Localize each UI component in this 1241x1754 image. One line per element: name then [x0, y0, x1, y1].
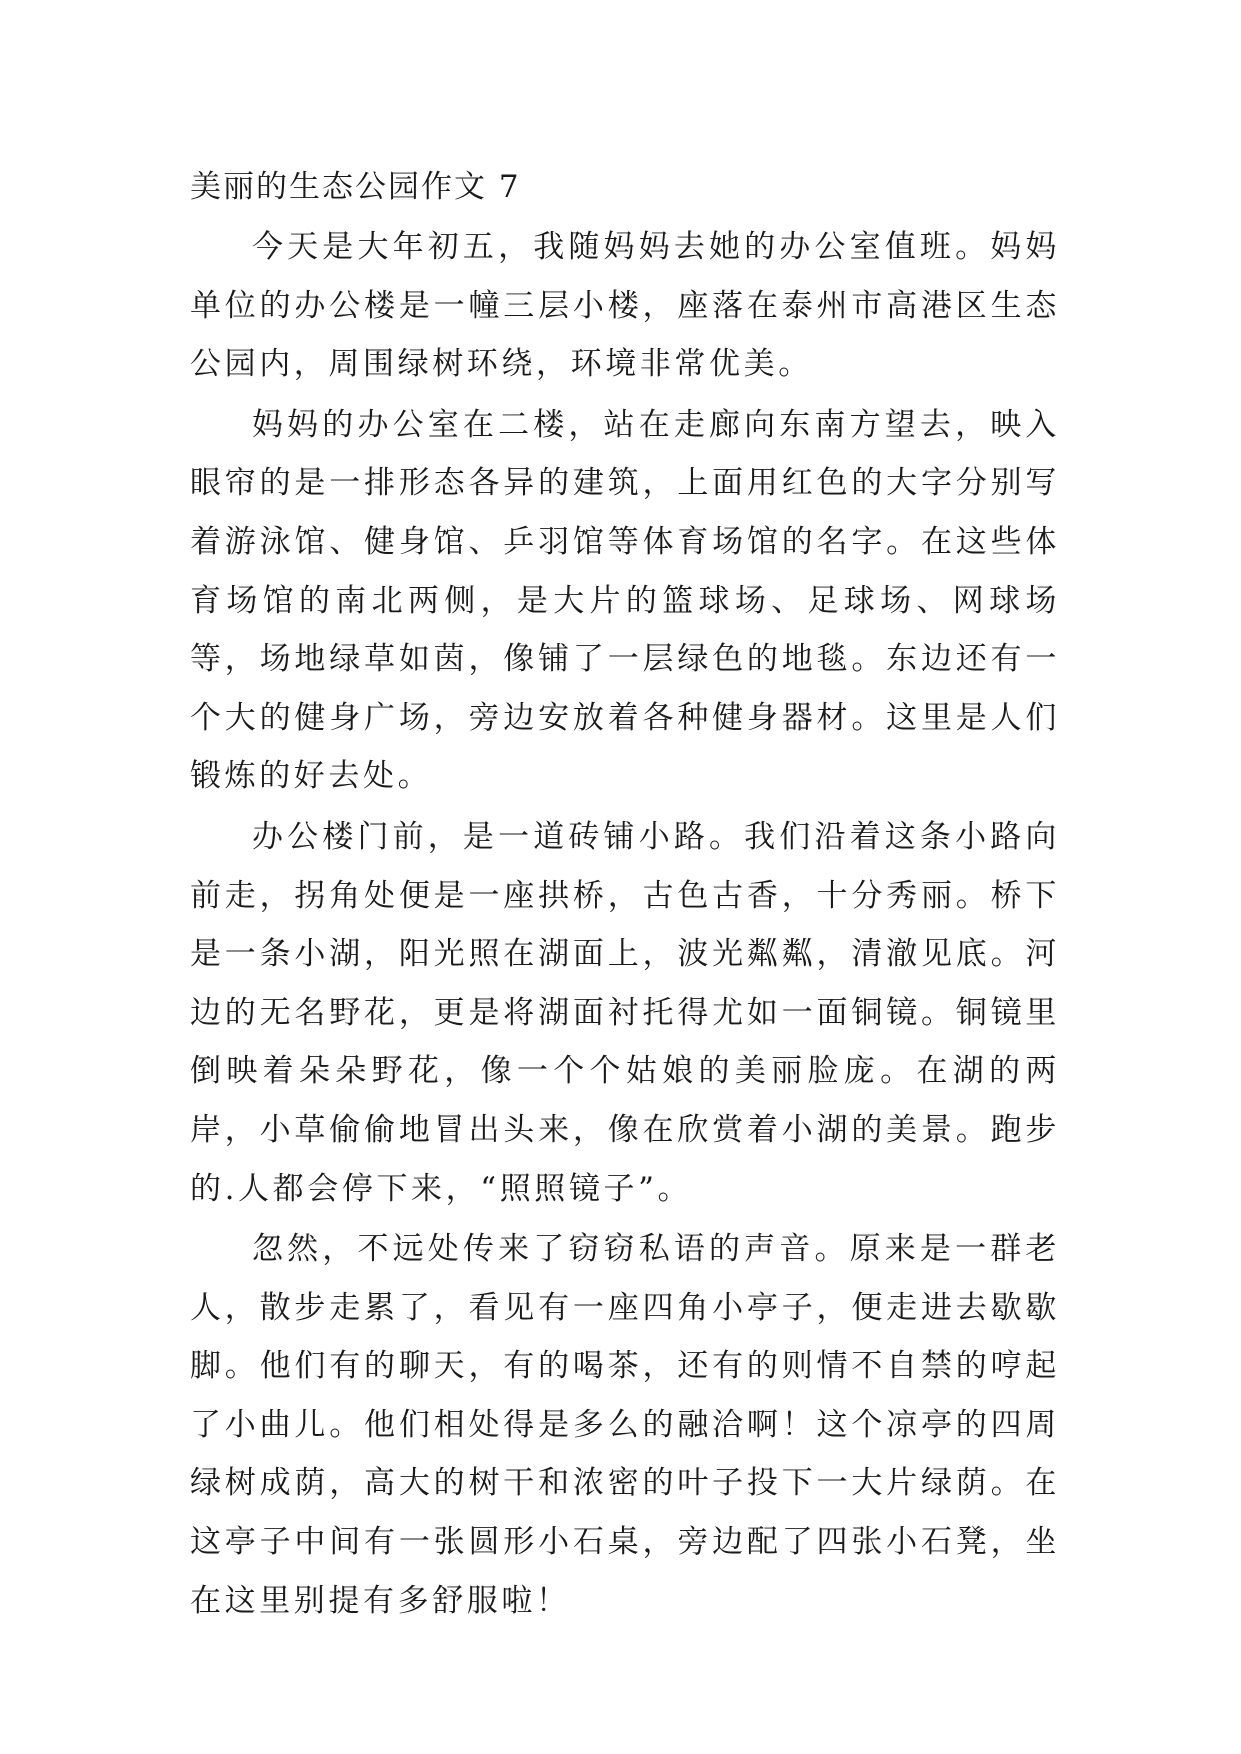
paragraph-4: 忽然，不远处传来了窃窃私语的声音。原来是一群老人，散步走累了，看见有一座四角小亭子，便走进去歇歇脚。他们有的聊天，有的喝茶，还有的则情不自禁的哼起了小曲儿。他们相处得是多么的融洽啊！这个凉亭的四周绿树成荫，高大的树干和浓密的叶子投下一大片绿荫。在这亭子中间有一张圆形小石桌，旁边配了四张小石凳，坐在这里别提有多舒服啦！	[190, 1231, 1060, 1619]
document-title: 美丽的生态公园作文 7	[190, 169, 521, 205]
paragraph-2: 妈妈的办公室在二楼，站在走廊向东南方望去，映入眼帘的是一排形态各异的建筑，上面用红色的大字分别写着游泳馆、健身馆、乒羽馆等体育场馆的名字。在这些体育场馆的南北两侧，是大片的篮球场、足球场、网球场等，场地绿草如茵，像铺了一层绿色的地毯。东边还有一个大的健身广场，旁边安放着各种健身器材。这里是人们锻炼的好去处。	[190, 406, 1060, 795]
paragraph-1: 今天是大年初五，我随妈妈去她的办公室值班。妈妈单位的办公楼是一幢三层小楼，座落在泰州市高港区生态公园内，周围绿树环绕，环境非常优美。	[190, 229, 1060, 383]
document-body	[190, 160, 1060, 1632]
paragraph-3: 办公楼门前，是一道砖铺小路。我们沿着这条小路向前走，拐角处便是一座拱桥，古色古香，十分秀丽。桥下是一条小湖，阳光照在湖面上，波光粼粼，清澈见底。河边的无名野花，更是将湖面衬托得尤如一面铜镜。铜镜里倒映着朵朵野花，像一个个姑娘的美丽脸庞。在湖的两岸，小草偷偷地冒出头来，像在欣赏着小湖的美景。跑步的.人都会停下来，“照照镜子”。	[190, 818, 1060, 1207]
